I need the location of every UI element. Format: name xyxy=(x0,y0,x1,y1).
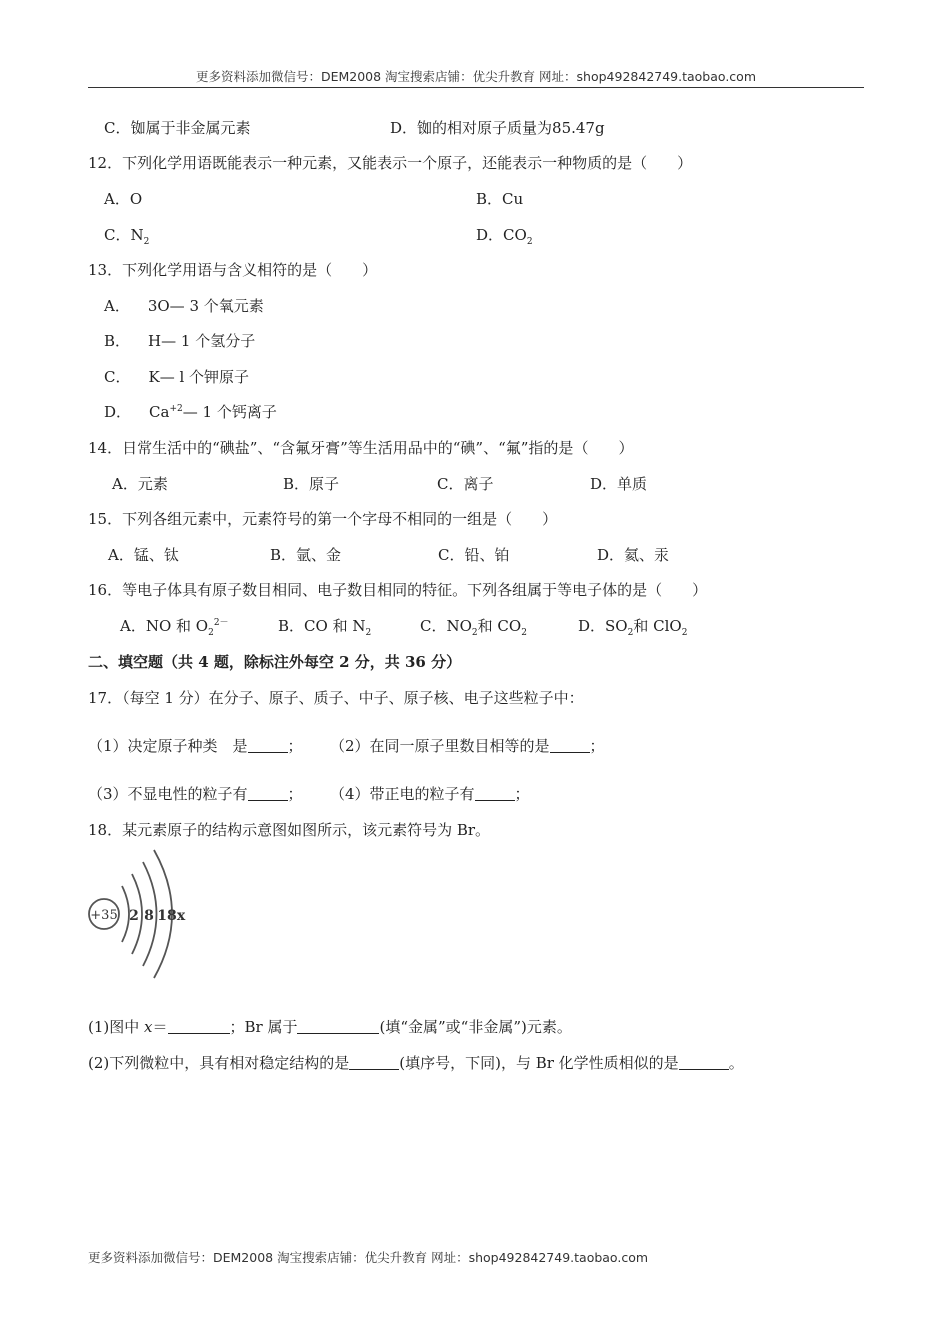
q18-s2-blank-similar[interactable] xyxy=(679,1055,729,1070)
q17-p4-end: ； xyxy=(514,785,530,803)
nucleus-label: +35 xyxy=(90,908,118,923)
q12-d-text: D．CO xyxy=(476,226,527,244)
q16-d-sub2: 2 xyxy=(681,628,688,638)
q17-p4-blank[interactable] xyxy=(475,786,515,801)
q18-subquestion-2 xyxy=(88,1053,744,1073)
q18-s1-b: ＝ xyxy=(152,1018,168,1036)
q12-option-d xyxy=(476,225,533,245)
q17-p1-text: （1）决定原子种类 是 xyxy=(88,737,248,755)
page-header: 更多资料添加微信号：DEM2008 淘宝搜索店铺：优尖升教育 网址：shop492842749.taobao.com xyxy=(195,69,757,84)
q17-p1-end: ； xyxy=(287,737,303,755)
q13-option-c xyxy=(104,367,249,387)
q16-option-d xyxy=(578,616,687,636)
shell-arc-1 xyxy=(122,886,129,942)
q13-option-b xyxy=(104,331,255,351)
q12-option-c xyxy=(104,225,149,245)
q18-s2-b: (填序号，下同)，与 Br 化学性质相似的是 xyxy=(399,1054,679,1072)
header-rule xyxy=(88,87,864,88)
q15-option-c: C．铅、铂 xyxy=(438,546,510,564)
q18-s1-var: x xyxy=(144,1018,153,1036)
q16-option-b xyxy=(278,616,371,636)
q11-option-c: C．铷属于非金属元素 xyxy=(104,119,251,137)
q12-stem: 12．下列化学用语既能表示一种元素，又能表示一个原子，还能表示一种物质的是（ ） xyxy=(88,154,693,172)
q13-c-text: K— l 个钾原子 xyxy=(148,368,250,386)
q12-option-a: A．O xyxy=(104,190,143,208)
q17-part-3 xyxy=(88,784,303,804)
q13-option-a xyxy=(104,296,264,316)
q15-option-b: B．氩、金 xyxy=(270,546,342,564)
q16-d-sub1: 2 xyxy=(627,628,634,638)
q13-a-text: 3O— 3 个氧元素 xyxy=(147,297,264,315)
q17-p3-blank[interactable] xyxy=(248,786,288,801)
q15-option-d: D．氦、汞 xyxy=(597,546,670,564)
q17-p2-blank[interactable] xyxy=(550,738,590,753)
q16-option-a xyxy=(120,616,229,636)
q18-stem: 18．某元素原子的结构示意图如图所示，该元素符号为 Br。 xyxy=(88,821,491,839)
q13-b-text: H— 1 个氢分子 xyxy=(148,332,256,350)
q18-s2-a: (2)下列微粒中，具有相对稳定结构的是 xyxy=(88,1054,350,1072)
shell-3-count: 18 xyxy=(157,908,177,924)
q13-c-label: C． xyxy=(104,368,131,386)
q17-part-2 xyxy=(330,736,605,756)
q16-a-text: A．NO 和 O xyxy=(120,617,209,635)
q17-p1-blank[interactable] xyxy=(248,738,288,753)
q15-option-a: A．锰、钛 xyxy=(108,546,179,564)
q17-p2-text: （2）在同一原子里数目相等的是 xyxy=(330,737,550,755)
q13-d-base: Ca xyxy=(149,403,170,421)
q16-b-text: B．CO 和 N xyxy=(278,617,366,635)
q16-d-mid: 和 ClO xyxy=(633,617,682,635)
q18-s1-blank-x[interactable] xyxy=(168,1019,230,1034)
q16-option-c xyxy=(420,616,527,636)
q14-option-a: A．元素 xyxy=(112,475,168,493)
q14-option-c: C．离子 xyxy=(437,475,494,493)
q14-stem: 14．日常生活中的“碘盐”、“含氟牙膏”等生活用品中的“碘”、“氟”指的是（ ） xyxy=(88,439,634,457)
shell-2-count: 8 xyxy=(144,908,154,924)
q17-p3-text: （3）不显电性的粒子有 xyxy=(88,785,248,803)
q18-s2-c: 。 xyxy=(728,1054,744,1072)
q16-d-text: D．SO xyxy=(578,617,628,635)
q12-c-sub: 2 xyxy=(143,237,150,247)
q16-c-text: C．NO xyxy=(420,617,472,635)
q16-c-sub1: 2 xyxy=(471,628,478,638)
q16-a-sub: 2 xyxy=(208,628,214,638)
q17-p3-end: ； xyxy=(287,785,303,803)
q16-stem: 16．等电子体具有原子数目相同、电子数目相同的特征。下列各组属于等电子体的是（ ） xyxy=(88,581,708,599)
q13-stem: 13．下列化学用语与含义相符的是（ ） xyxy=(88,261,378,279)
shell-1-count: 2 xyxy=(129,908,139,924)
q16-b-sub: 2 xyxy=(365,628,372,638)
q13-a-label: A． xyxy=(104,297,130,315)
q16-c-sub2: 2 xyxy=(521,628,527,638)
q13-b-label: B． xyxy=(104,332,131,350)
q18-s2-blank-stable[interactable] xyxy=(349,1055,399,1070)
section-2-title: 二、填空题（共 4 题，除标注外每空 2 分，共 36 分） xyxy=(88,653,462,671)
page-footer: 更多资料添加微信号：DEM2008 淘宝搜索店铺：优尖升教育 网址：shop492842749.taobao.com xyxy=(88,1250,649,1265)
q16-a-sup: 2－ xyxy=(213,618,229,628)
q13-d-rest: — 1 个钙离子 xyxy=(182,403,277,421)
q13-option-d xyxy=(104,402,277,422)
q17-part-1 xyxy=(88,736,303,756)
q14-option-b: B．原子 xyxy=(283,475,340,493)
q17-part-4 xyxy=(330,784,530,804)
shell-4-count: x xyxy=(176,908,186,924)
q12-c-text: C．N xyxy=(104,226,144,244)
q18-s1-c: ；Br 属于 xyxy=(229,1018,298,1036)
q14-option-d: D．单质 xyxy=(590,475,648,493)
bromine-atom-structure-diagram xyxy=(86,848,196,983)
q12-d-sub: 2 xyxy=(526,237,533,247)
q13-d-sup: +2 xyxy=(169,404,183,414)
q13-d-label: D． xyxy=(104,403,132,421)
q12-option-b: B．Cu xyxy=(476,190,524,208)
q11-option-d: D．铷的相对原子质量为85.47g xyxy=(390,119,605,137)
q18-s1-d: (填“金属”或“非金属”)元素。 xyxy=(379,1018,572,1036)
q18-subquestion-1 xyxy=(88,1017,572,1037)
q18-s1-blank-type[interactable] xyxy=(297,1019,379,1034)
q16-c-mid: 和 CO xyxy=(477,617,522,635)
q17-p2-end: ； xyxy=(589,737,605,755)
q17-p4-text: （4）带正电的粒子有 xyxy=(330,785,475,803)
q15-stem: 15．下列各组元素中，元素符号的第一个字母不相同的一组是（ ） xyxy=(88,510,558,528)
q17-stem: 17．（每空 1 分）在分子、原子、质子、中子、原子核、电子这些粒子中： xyxy=(88,689,584,707)
q18-s1-a: (1)图中 xyxy=(88,1018,145,1036)
